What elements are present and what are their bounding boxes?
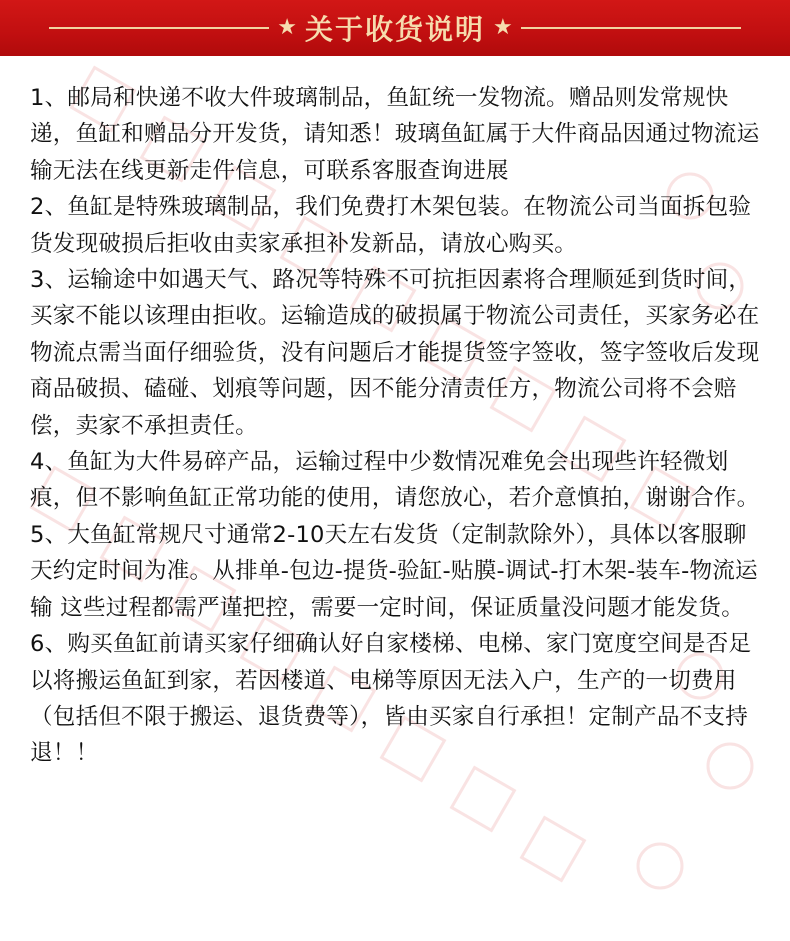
notice-item-6: 6、购买鱼缸前请买家仔细确认好自家楼梯、电梯、家门宽度空间是否足以将搬运鱼缸到家，若因楼道、电梯等原因无法入户，生产的一切费用（包括但不限于搬运、退货费等），皆由买家自行承担！定制产品不支持退！！ [30, 631, 752, 767]
notice-content [30, 80, 762, 772]
notice-item-3: 3、运输途中如遇天气、路况等特殊不可抗拒因素将合理顺延到货时间，买家不能以该理由拒收。运输造成的破损属于物流公司责任，买家务必在物流点需当面仔细验货，没有问题后才能提货签字签收，签字签收后发现商品破损、磕碰、划痕等问题，因不能分清责任方，物流公司将不会赔偿，卖家不承担责任。 [30, 267, 760, 439]
notice-item-4: 4、鱼缸为大件易碎产品，运输过程中少数情况难免会出现些许轻微划痕，但不影响鱼缸正常功能的使用，请您放心，若介意慎拍，谢谢合作。 [30, 449, 760, 512]
notice-item-1: 1、邮局和快递不收大件玻璃制品，鱼缸统一发物流。赠品则发常规快递，鱼缸和赠品分开发货，请知悉！玻璃鱼缸属于大件商品因通过物流运输无法在线更新走件信息，可联系客服查询进展 [30, 85, 760, 184]
page-title: 关于收货说明 [304, 13, 485, 46]
notice-item-2: 2、鱼缸是特殊玻璃制品，我们免费打木架包装。在物流公司当面拆包验货发现破损后拒收由卖家承担补发新品，请放心购买。 [30, 194, 752, 257]
header-banner [0, 0, 790, 56]
notice-item-5: 5、大鱼缸常规尺寸通常2-10天左右发货（定制款除外），具体以客服聊天约定时间为准。从排单-包边-提货-验缸-贴膜-调试-打木架-装车-物流运输 这些过程都需严谨把控，需要一定时间，保证质量没问题才能发货。 [30, 521, 758, 621]
header-banner-inner [49, 8, 740, 48]
banner-left-line [49, 27, 269, 29]
star-icon-right: ★ [493, 15, 513, 40]
banner-right-line [521, 27, 741, 29]
star-icon-left: ★ [277, 15, 297, 40]
